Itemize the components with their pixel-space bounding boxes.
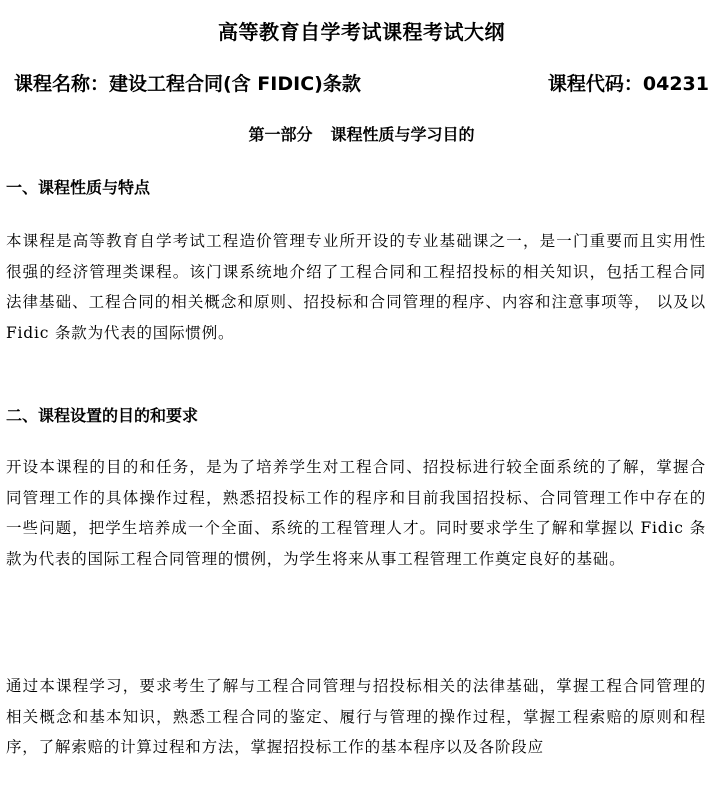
course-info-row: [14, 71, 709, 97]
course-code: 课程代码：04231: [547, 73, 709, 95]
section-heading-1: 一、课程性质与特点: [6, 178, 151, 197]
part-heading: [0, 124, 723, 146]
paragraph: 通过本课程学习，要求考生了解与工程合同管理与招投标相关的法律基础，掌握工程合同管理的相关概念和基本知识，熟悉工程合同的鉴定、履行与管理的操作过程，掌握工程索赔的原则和程序，了解索赔的计算过程和方法，掌握招投标工作的基本程序以及各阶段应: [6, 677, 706, 756]
part-number: 第一部分: [248, 125, 313, 144]
section-heading-2: 二、课程设置的目的和要求: [6, 406, 199, 425]
document-title: 高等教育自学考试课程考试大纲: [218, 20, 505, 44]
paragraph: 开设本课程的目的和任务，是为了培养学生对工程合同、招投标进行较全面系统的了解，掌握合同管理工作的具体操作过程，熟悉招投标工作的程序和目前我国招投标、合同管理工作中存在的一些问题，把学生培养成一个全面、系统的工程管理人才。同时要求学生了解和掌握以 Fidic 条款为代表的国际工程合同管理的惯例，为学生将来从事工程管理工作奠定良好的基础。: [6, 458, 706, 568]
course-name: 课程名称：建设工程合同(含 FIDIC)条款: [14, 73, 361, 95]
part-title: 课程性质与学习目的: [330, 125, 475, 144]
paragraph: 本课程是高等教育自学考试工程造价管理专业所开设的专业基础课之一，是一门重要而且实用性很强的经济管理类课程。该门课系统地介绍了工程合同和工程招投标的相关知识，包括工程合同法律基础、工程合同的相关概念和原则、招投标和合同管理的程序、内容和注意事项等， 以及以 Fidic 条款为代表的国际惯例。: [6, 232, 706, 342]
